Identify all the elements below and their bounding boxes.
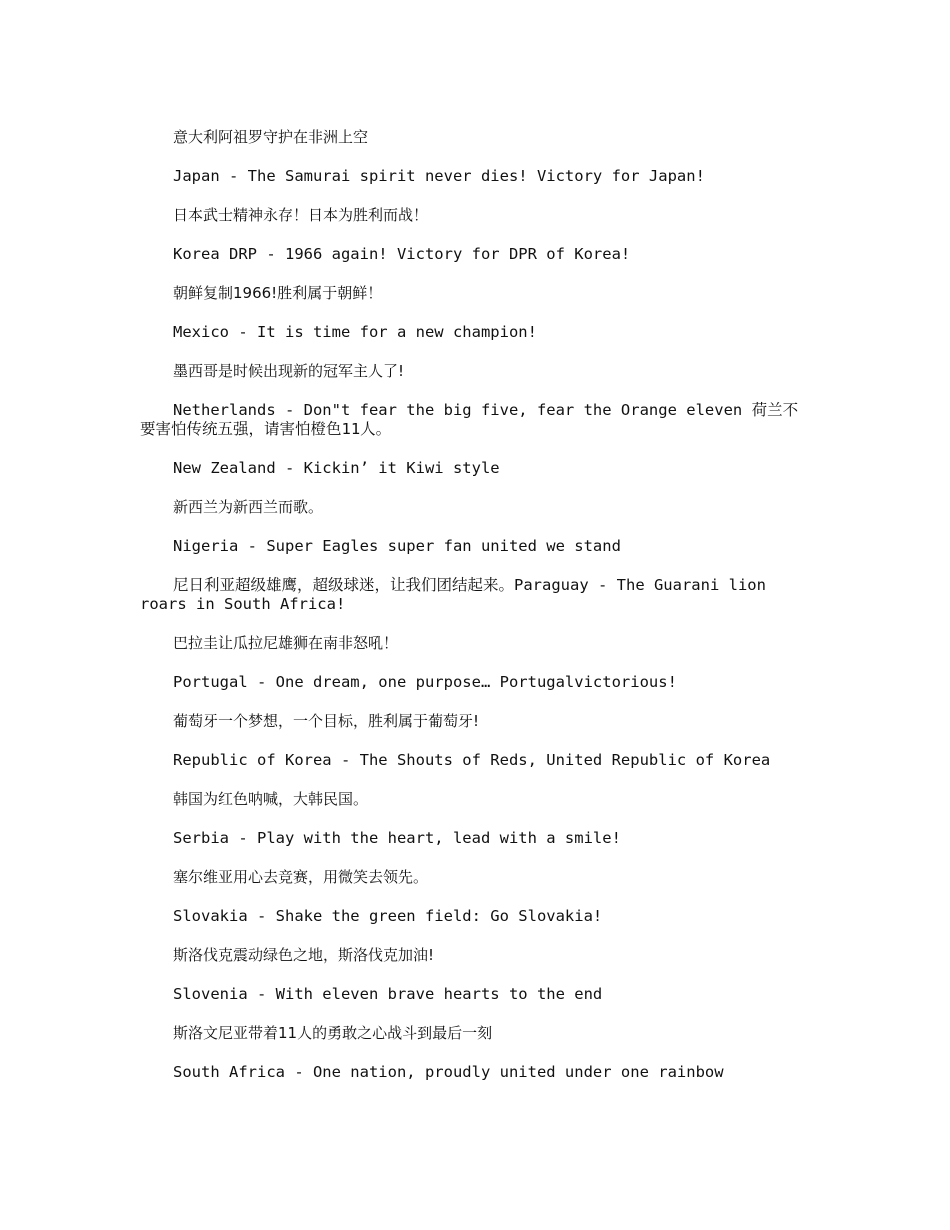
paragraph-serbia-zh: 塞尔维亚用心去竞赛，用微笑去领先。 <box>173 868 429 886</box>
paragraph-serbia-en: Serbia - Play with the heart, lead with a smile! <box>173 829 621 847</box>
paragraph-netherlands: Netherlands - Don"t fear the big five, fear the Orange eleven 荷兰不要害怕传统五强，请害怕橙色11人。 <box>140 401 799 438</box>
paragraph-japan-zh: 日本武士精神永存！日本为胜利而战！ <box>173 206 429 224</box>
paragraph-portugal-zh: 葡萄牙一个梦想，一个目标，胜利属于葡萄牙! <box>173 712 480 730</box>
paragraph-korea-dpr-zh: 朝鲜复制1966!胜利属于朝鲜！ <box>173 284 383 302</box>
paragraph-slovenia-en: Slovenia - With eleven brave hearts to the end <box>173 985 603 1003</box>
document-body <box>140 128 800 1102</box>
paragraph-mexico-en: Mexico - It is time for a new champion! <box>173 323 537 341</box>
paragraph-south-africa-en: South Africa - One nation, proudly united under one rainbow <box>173 1063 724 1081</box>
paragraph-nigeria-en: Nigeria - Super Eagles super fan united we stand <box>173 537 621 555</box>
paragraph-slovakia-zh: 斯洛伐克震动绿色之地，斯洛伐克加油! <box>173 946 435 964</box>
paragraph-new-zealand-en: New Zealand - Kickin’ it Kiwi style <box>173 459 500 477</box>
paragraph-italy-zh: 意大利阿祖罗守护在非洲上空 <box>173 128 369 146</box>
paragraph-slovenia-zh: 斯洛文尼亚带着11人的勇敢之心战斗到最后一刻 <box>173 1024 493 1042</box>
paragraph-new-zealand-zh: 新西兰为新西兰而歌。 <box>173 498 324 516</box>
paragraph-nigeria-paraguay: 尼日利亚超级雄鹰，超级球迷，让我们团结起来。Paraguay - The Guarani lion roars in South Africa! <box>140 576 766 613</box>
paragraph-korea-dpr-en: Korea DRP - 1966 again! Victory for DPR of Korea! <box>173 245 631 263</box>
paragraph-japan-en: Japan - The Samurai spirit never dies! Victory for Japan! <box>173 167 705 185</box>
paragraph-slovakia-en: Slovakia - Shake the green field: Go Slovakia! <box>173 907 603 925</box>
paragraph-republic-of-korea-zh: 韩国为红色呐喊，大韩民国。 <box>173 790 369 808</box>
paragraph-mexico-zh: 墨西哥是时候出现新的冠军主人了! <box>173 362 405 380</box>
paragraph-republic-of-korea-en: Republic of Korea - The Shouts of Reds, United Republic of Korea <box>173 751 771 769</box>
paragraph-paraguay-zh: 巴拉圭让瓜拉尼雄狮在南非怒吼！ <box>173 634 399 652</box>
paragraph-portugal-en: Portugal - One dream, one purpose… Portugalvictorious! <box>173 673 677 691</box>
